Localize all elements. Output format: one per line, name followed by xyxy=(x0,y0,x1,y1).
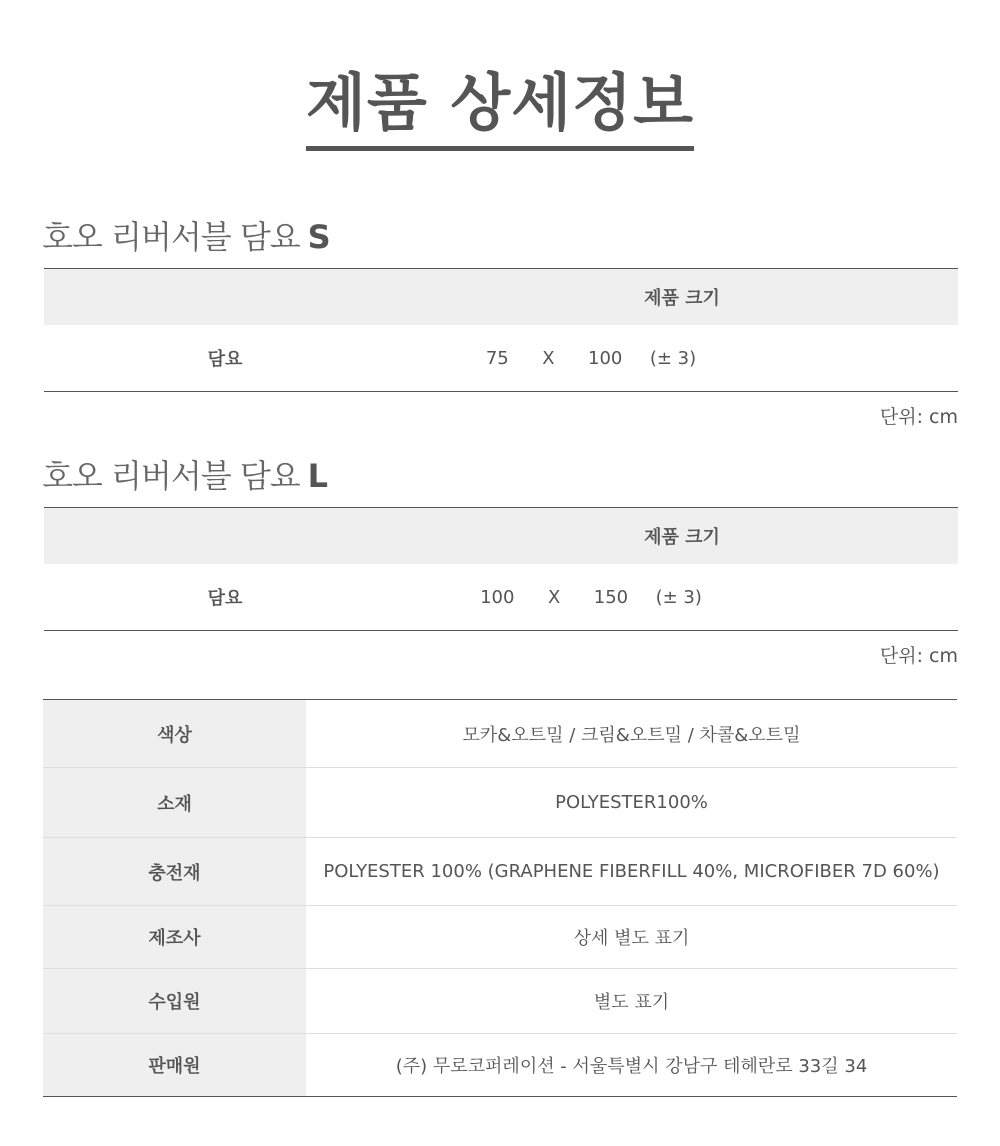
product-info-table xyxy=(43,699,957,1097)
info-value: 상세 별도 표기 xyxy=(573,928,690,949)
info-value: 모카&오트밀 / 크림&오트밀 / 차콜&오트밀 xyxy=(462,724,801,746)
info-row-manufacturer xyxy=(43,906,957,969)
size-length: 150 xyxy=(593,586,629,608)
size-header-label: 제품 크기 xyxy=(644,527,720,548)
page-title-wrap xyxy=(0,66,1000,151)
info-row-importer xyxy=(43,969,957,1034)
size-length: 100 xyxy=(588,347,623,369)
size-x: X xyxy=(542,347,555,369)
size-table-s xyxy=(44,268,958,392)
size-value xyxy=(224,348,958,369)
info-row-material xyxy=(43,768,957,838)
size-x: X xyxy=(547,586,561,608)
size-table-row xyxy=(44,564,958,630)
info-row-color xyxy=(43,700,957,768)
info-value: 별도 표기 xyxy=(593,992,670,1013)
section-title-l xyxy=(42,451,327,497)
size-table-l xyxy=(44,507,958,631)
size-table-header xyxy=(44,269,958,325)
info-value: (주) 무로코퍼레이션 - 서울특별시 강남구 테헤란로 33길 34 xyxy=(395,1056,868,1077)
info-value: POLYESTER100% xyxy=(555,792,708,813)
unit-label: 단위: cm xyxy=(879,645,958,667)
size-value xyxy=(224,587,958,608)
info-value: POLYESTER 100% (GRAPHENE FIBERFILL 40%, MICROFIBER 7D 60%) xyxy=(323,861,940,882)
info-label: 제조사 xyxy=(43,906,306,968)
size-tolerance: (± 3) xyxy=(649,347,697,369)
info-label: 수입원 xyxy=(43,969,306,1033)
info-label: 판매원 xyxy=(43,1034,306,1096)
unit-label: 단위: cm xyxy=(879,406,958,428)
size-header-label: 제품 크기 xyxy=(644,288,720,309)
section-title-s xyxy=(42,212,330,258)
size-width: 100 xyxy=(480,586,515,608)
info-row-seller xyxy=(43,1034,957,1096)
info-label: 색상 xyxy=(43,700,306,767)
row-label: 담요 xyxy=(207,588,243,609)
row-label: 담요 xyxy=(207,349,243,370)
product-name: 호오 리버서블 담요 xyxy=(42,218,300,256)
size-code: L xyxy=(307,457,328,495)
size-tolerance: (± 3) xyxy=(655,586,702,608)
page-title: 제품 상세정보 xyxy=(306,66,694,151)
info-label: 충전재 xyxy=(43,838,306,905)
size-code: S xyxy=(307,218,330,256)
size-table-row xyxy=(44,325,958,391)
product-name: 호오 리버서블 담요 xyxy=(42,457,300,495)
size-table-header xyxy=(44,508,958,564)
info-row-filling xyxy=(43,838,957,906)
size-width: 75 xyxy=(485,347,509,369)
info-label: 소재 xyxy=(43,768,306,837)
